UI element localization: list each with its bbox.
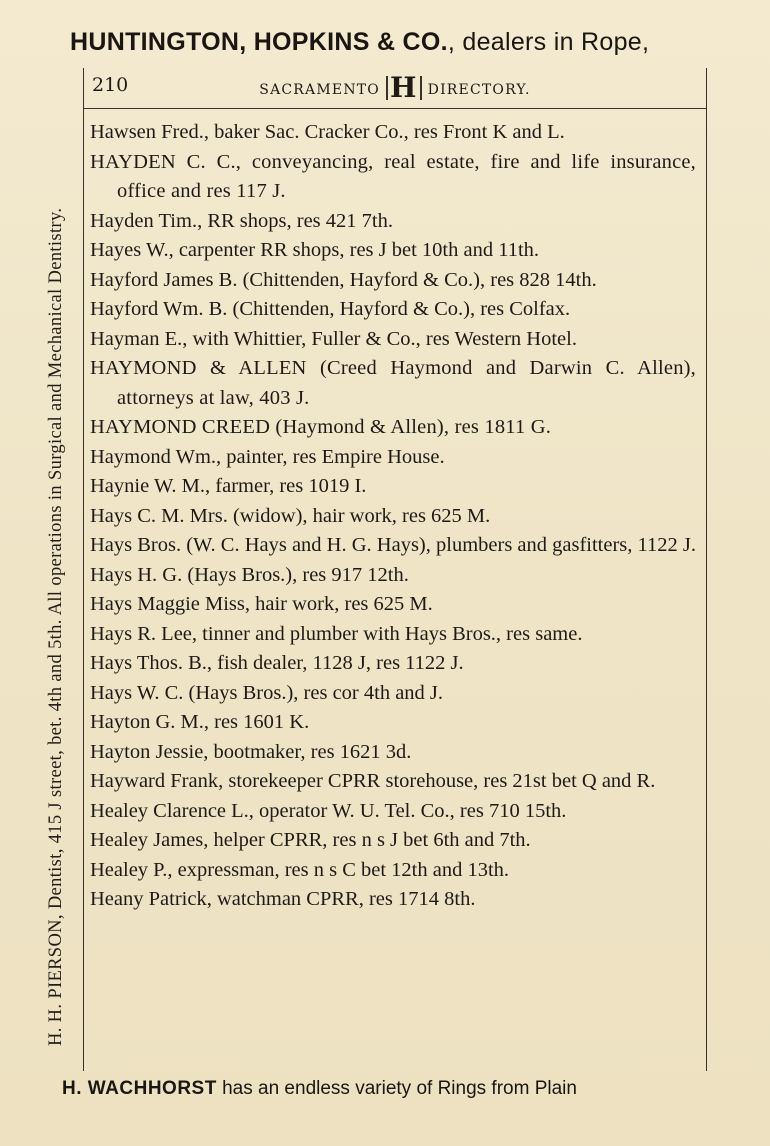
running-title-right: DIRECTORY. — [427, 82, 531, 98]
directory-entry: Hayford Wm. B. (Chittenden, Hayford & Co.), res Colfax. — [90, 298, 571, 320]
directory-entry: Hays R. Lee, tinner and plumber with Hays Bros., res same. — [90, 622, 583, 645]
directory-entry: Hayford James B. (Chittenden, Hayford & Co.), res 828 14th. — [90, 268, 597, 291]
bottom-banner-text: has an endless variety of Rings from Plain — [216, 1078, 577, 1099]
directory-entry: Heany Patrick, watchman CPRR, res 1714 8th. — [90, 888, 476, 910]
directory-entry: HAYMOND & ALLEN (Creed Haymond and Darwin C. Allen), attorneys at law, 403 J. — [90, 357, 696, 409]
directory-entry: Healey Clarence L., operator W. U. Tel. Co., res 710 15th. — [90, 799, 567, 822]
directory-frame — [83, 68, 707, 1071]
directory-entry: Haymond Wm., painter, res Empire House. — [90, 445, 445, 468]
directory-entry: HAYMOND CREED (Haymond & Allen), res 1811 G. — [90, 416, 552, 438]
directory-entry: Hays Bros. (W. C. Hays and H. G. Hays), plumbers and gasfitters, 1122 J. — [90, 534, 697, 556]
directory-entry: Hays W. C. (Hays Bros.), res cor 4th and J. — [90, 681, 444, 704]
top-advertisement-banner — [70, 28, 760, 57]
directory-entry: Hayman E., with Whittier, Fuller & Co., res Western Hotel. — [90, 327, 577, 350]
running-title-left: SACRAMENTO — [259, 82, 380, 98]
bottom-banner-name: H. WACHHORST — [62, 1078, 217, 1099]
directory-entry: Hays Thos. B., fish dealer, 1128 J, res 1122 J. — [90, 652, 464, 674]
side-advertisement: H. H. PIERSON, Dentist, 415 J street, bet. 4th and 5th. All operations in Surgical and Mechanical Dentistry. — [46, 207, 66, 1046]
directory-entry: Hayes W., carpenter RR shops, res J bet 10th and 11th. — [90, 239, 540, 261]
directory-entry: Hays Maggie Miss, hair work, res 625 M. — [90, 593, 433, 615]
top-banner-text: , dealers in Rope, — [447, 28, 650, 56]
page-number: 210 — [92, 74, 129, 96]
directory-entry: Hawsen Fred., baker Sac. Cracker Co., res Front K and L. — [90, 121, 565, 143]
directory-entry: Hayton G. M., res 1601 K. — [90, 711, 310, 733]
directory-entry: Healey James, helper CPRR, res n s J bet 6th and 7th. — [90, 829, 531, 851]
directory-entry: Hayton Jessie, bootmaker, res 1621 3d. — [90, 740, 412, 763]
running-header — [84, 68, 706, 109]
section-letter: H — [386, 76, 422, 100]
directory-entry: Hayward Frank, storekeeper CPRR storehouse, res 21st bet Q and R. — [90, 770, 656, 792]
directory-entry: Hayden Tim., RR shops, res 421 7th. — [90, 209, 393, 232]
running-title — [84, 71, 706, 104]
directory-entry: Healey P., expressman, res n s C bet 12th and 13th. — [90, 858, 510, 881]
directory-entries — [90, 118, 696, 915]
top-banner-firm-name: HUNTINGTON, HOPKINS & CO. — [70, 28, 448, 56]
bottom-advertisement-banner — [62, 1078, 762, 1100]
directory-entry: Hays H. G. (Hays Bros.), res 917 12th. — [90, 563, 409, 586]
directory-entry: Hays C. M. Mrs. (widow), hair work, res 625 M. — [90, 504, 491, 527]
directory-entry: HAYDEN C. C., conveyancing, real estate, fire and life insurance, office and res 117 J. — [90, 150, 696, 202]
directory-entry: Haynie W. M., farmer, res 1019 I. — [90, 475, 367, 497]
